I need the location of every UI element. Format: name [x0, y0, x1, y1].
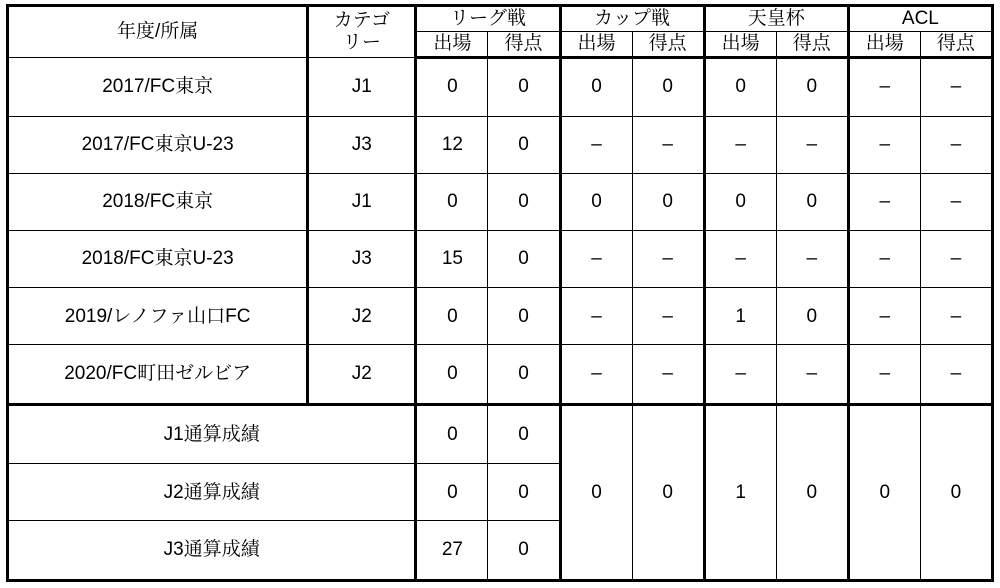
header-group-cup: カップ戦	[560, 6, 704, 32]
cell-cup-apps: –	[560, 116, 632, 173]
cell-cup-apps: 0	[560, 174, 632, 231]
cell-emperors-cup-apps: 0	[704, 57, 776, 116]
cell-emperors-cup-apps: 0	[704, 174, 776, 231]
cell-total-acl-goals: 0	[920, 404, 992, 580]
table-row	[8, 231, 993, 288]
cell-emperors-cup-goals: 0	[776, 57, 848, 116]
cell-category: J1	[308, 57, 416, 116]
cell-emperors-cup-apps: 1	[704, 288, 776, 345]
cell-league-apps: 0	[416, 288, 488, 345]
cell-acl-apps: –	[848, 231, 920, 288]
table-row	[8, 116, 993, 173]
cell-total-cup-apps: 0	[560, 404, 632, 580]
cell-emperors-cup-apps: –	[704, 116, 776, 173]
cell-cup-goals: –	[632, 288, 704, 345]
cell-cup-apps: –	[560, 288, 632, 345]
cell-acl-goals: –	[920, 57, 992, 116]
cell-emperors-cup-goals: –	[776, 345, 848, 404]
cell-acl-apps: –	[848, 174, 920, 231]
cell-cup-goals: –	[632, 116, 704, 173]
cell-cup-apps: 0	[560, 57, 632, 116]
header-acl-goals: 得点	[920, 31, 992, 57]
career-stats-table	[6, 4, 994, 582]
header-season-affiliation: 年度/所属	[8, 6, 308, 58]
header-acl-apps: 出場	[848, 31, 920, 57]
cell-category: J3	[308, 231, 416, 288]
cell-season: 2018/FC東京U-23	[8, 231, 308, 288]
header-group-acl: ACL	[848, 6, 992, 32]
cell-acl-goals: –	[920, 116, 992, 173]
cell-league-goals: 0	[488, 231, 560, 288]
cell-total-emperors-cup-apps: 1	[704, 404, 776, 580]
cell-acl-apps: –	[848, 57, 920, 116]
cell-total-label-j2: J2通算成績	[8, 464, 416, 521]
cell-league-apps: 12	[416, 116, 488, 173]
cell-cup-goals: 0	[632, 174, 704, 231]
cell-emperors-cup-apps: –	[704, 345, 776, 404]
table-row	[8, 288, 993, 345]
cell-cup-apps: –	[560, 231, 632, 288]
table-row	[8, 57, 993, 116]
header-category-line2: リー	[342, 31, 381, 53]
cell-emperors-cup-goals: 0	[776, 174, 848, 231]
cell-total-acl-apps: 0	[848, 404, 920, 580]
cell-acl-apps: –	[848, 345, 920, 404]
cell-total-label-j1: J1通算成績	[8, 404, 416, 463]
cell-emperors-cup-goals: –	[776, 116, 848, 173]
cell-total-emperors-cup-goals: 0	[776, 404, 848, 580]
cell-acl-goals: –	[920, 288, 992, 345]
header-group-emperors-cup: 天皇杯	[704, 6, 848, 32]
header-emperors-cup-apps: 出場	[704, 31, 776, 57]
total-row	[8, 404, 993, 463]
header-cup-goals: 得点	[632, 31, 704, 57]
cell-emperors-cup-goals: 0	[776, 288, 848, 345]
cell-cup-goals: –	[632, 345, 704, 404]
cell-season: 2017/FC東京	[8, 57, 308, 116]
cell-total-league-goals-j2: 0	[488, 464, 560, 521]
cell-season: 2017/FC東京U-23	[8, 116, 308, 173]
header-emperors-cup-goals: 得点	[776, 31, 848, 57]
cell-category: J2	[308, 345, 416, 404]
cell-emperors-cup-apps: –	[704, 231, 776, 288]
table-row	[8, 174, 993, 231]
cell-league-goals: 0	[488, 116, 560, 173]
cell-category: J1	[308, 174, 416, 231]
cell-category: J2	[308, 288, 416, 345]
cell-cup-apps: –	[560, 345, 632, 404]
table-header	[8, 6, 993, 58]
cell-acl-goals: –	[920, 174, 992, 231]
cell-league-apps: 15	[416, 231, 488, 288]
table-row	[8, 345, 993, 404]
cell-acl-apps: –	[848, 288, 920, 345]
cell-emperors-cup-goals: –	[776, 231, 848, 288]
cell-total-cup-goals: 0	[632, 404, 704, 580]
header-cup-apps: 出場	[560, 31, 632, 57]
cell-season: 2018/FC東京	[8, 174, 308, 231]
cell-acl-goals: –	[920, 345, 992, 404]
cell-league-apps: 0	[416, 57, 488, 116]
header-league-apps: 出場	[416, 31, 488, 57]
header-category	[308, 6, 416, 58]
cell-season: 2020/FC町田ゼルビア	[8, 345, 308, 404]
cell-total-league-apps-j1: 0	[416, 404, 488, 463]
header-category-line1: カテゴ	[333, 9, 390, 31]
cell-total-league-goals-j1: 0	[488, 404, 560, 463]
cell-cup-goals: 0	[632, 57, 704, 116]
cell-cup-goals: –	[632, 231, 704, 288]
cell-league-goals: 0	[488, 288, 560, 345]
cell-season: 2019/レノファ山口FC	[8, 288, 308, 345]
header-league-goals: 得点	[488, 31, 560, 57]
cell-acl-apps: –	[848, 116, 920, 173]
cell-total-league-apps-j3: 27	[416, 521, 488, 581]
header-row-groups	[8, 6, 993, 32]
cell-league-apps: 0	[416, 174, 488, 231]
cell-total-label-j3: J3通算成績	[8, 521, 416, 581]
cell-league-goals: 0	[488, 345, 560, 404]
cell-league-goals: 0	[488, 57, 560, 116]
cell-league-apps: 0	[416, 345, 488, 404]
cell-category: J3	[308, 116, 416, 173]
cell-total-league-goals-j3: 0	[488, 521, 560, 581]
cell-acl-goals: –	[920, 231, 992, 288]
cell-league-goals: 0	[488, 174, 560, 231]
cell-total-league-apps-j2: 0	[416, 464, 488, 521]
table-body	[8, 57, 993, 581]
header-group-league: リーグ戦	[416, 6, 560, 32]
